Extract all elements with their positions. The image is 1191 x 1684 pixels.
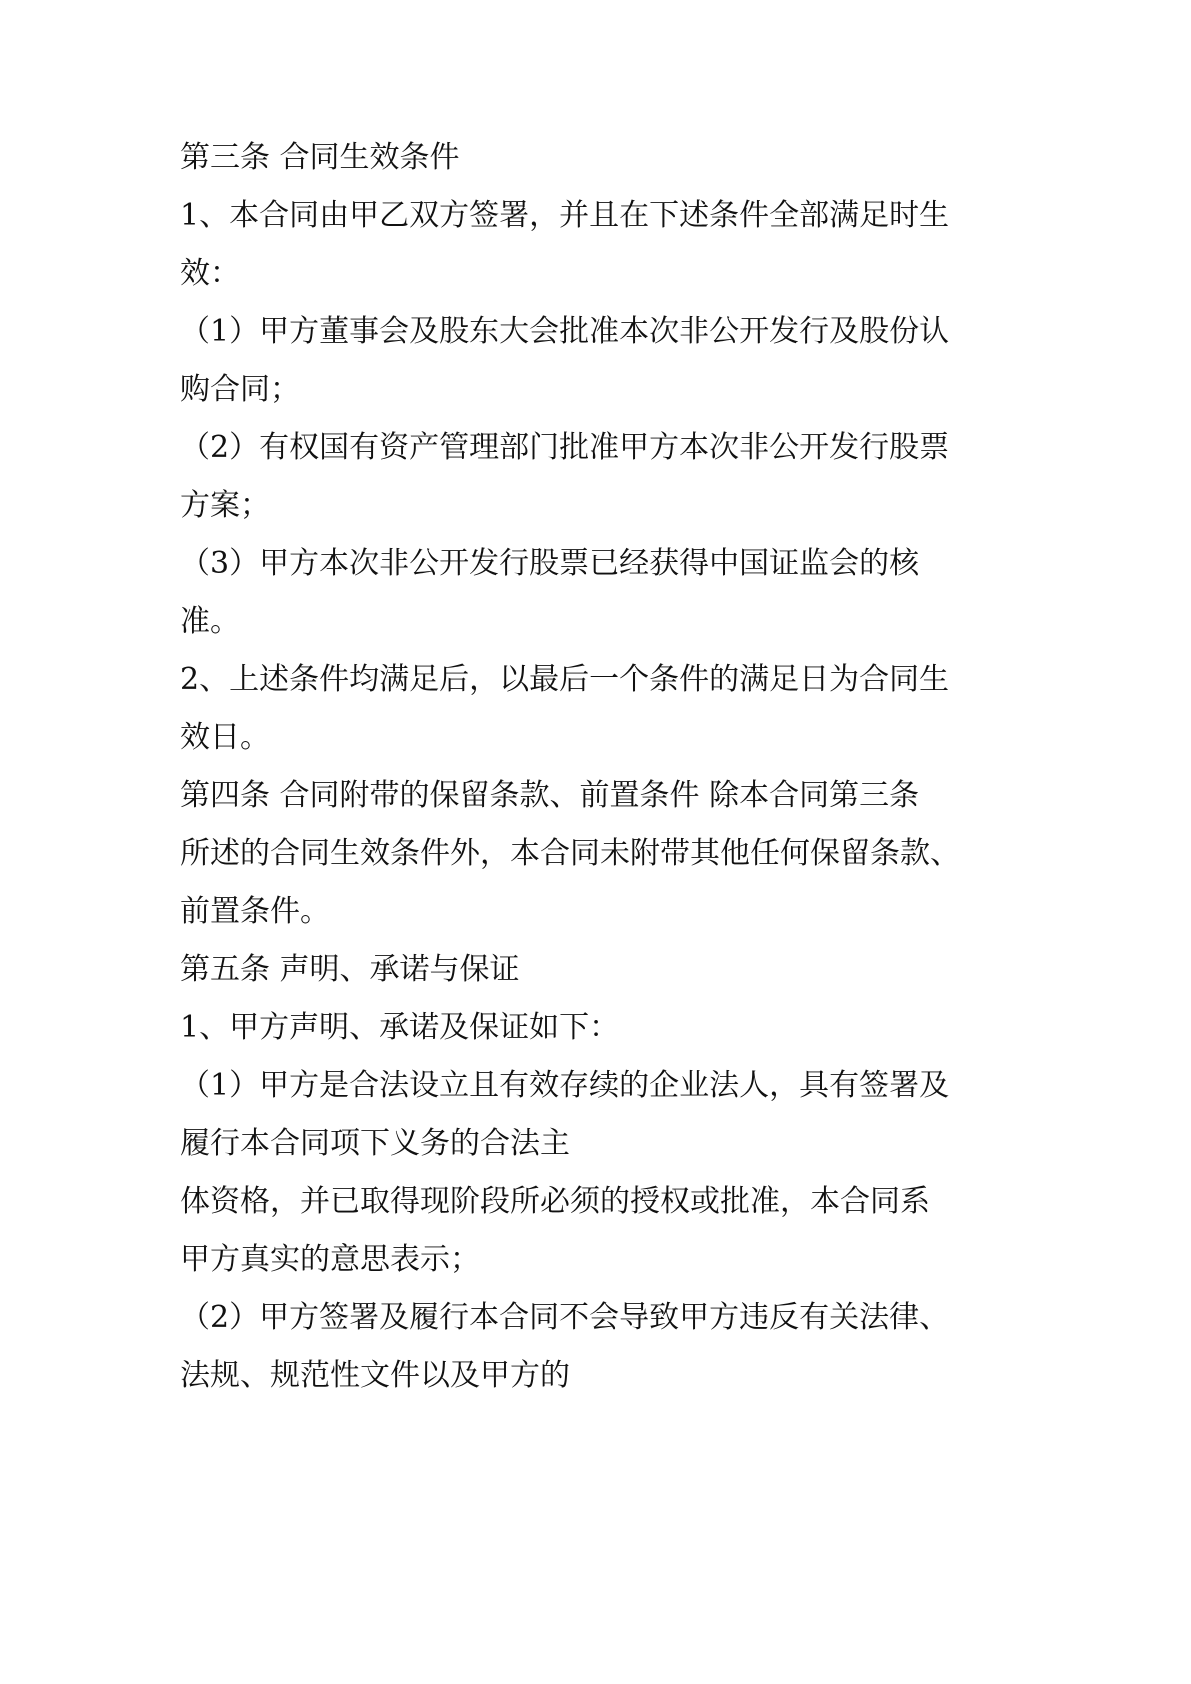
paragraph-line: （1）甲方是合法设立且有效存续的企业法人，具有签署及 — [180, 1068, 950, 1103]
paragraph-line: （2）有权国有资产管理部门批准甲方本次非公开发行股票 — [180, 430, 950, 465]
paragraph-line: 甲方真实的意思表示； — [180, 1242, 480, 1277]
paragraph-line: 体资格，并已取得现阶段所必须的授权或批准，本合同系 — [180, 1184, 930, 1219]
article-4-heading: 第四条 合同附带的保留条款、前置条件 除本合同第三条 — [180, 778, 920, 813]
paragraph-line: 1、本合同由甲乙双方签署，并且在下述条件全部满足时生 — [180, 198, 950, 233]
paragraph-line: 法规、规范性文件以及甲方的 — [180, 1358, 570, 1393]
paragraph-line: 1、甲方声明、承诺及保证如下： — [180, 1010, 620, 1045]
paragraph-line: 准。 — [180, 604, 240, 639]
paragraph-line: （1）甲方董事会及股东大会批准本次非公开发行及股份认 — [180, 314, 950, 349]
paragraph-line: 购合同； — [180, 372, 300, 407]
article-3-heading: 第三条 合同生效条件 — [180, 140, 460, 175]
paragraph-line: 2、上述条件均满足后，以最后一个条件的满足日为合同生 — [180, 662, 950, 697]
paragraph-line: 所述的合同生效条件外，本合同未附带其他任何保留条款、 — [180, 836, 960, 871]
paragraph-line: （3）甲方本次非公开发行股票已经获得中国证监会的核 — [180, 546, 920, 581]
paragraph-line: 方案； — [180, 488, 270, 523]
paragraph-line: （2）甲方签署及履行本合同不会导致甲方违反有关法律、 — [180, 1300, 950, 1335]
paragraph-line: 效日。 — [180, 720, 270, 755]
paragraph-line: 履行本合同项下义务的合法主 — [180, 1126, 570, 1161]
article-5-heading: 第五条 声明、承诺与保证 — [180, 952, 520, 987]
paragraph-line: 前置条件。 — [180, 894, 330, 929]
paragraph-line: 效： — [180, 256, 240, 291]
